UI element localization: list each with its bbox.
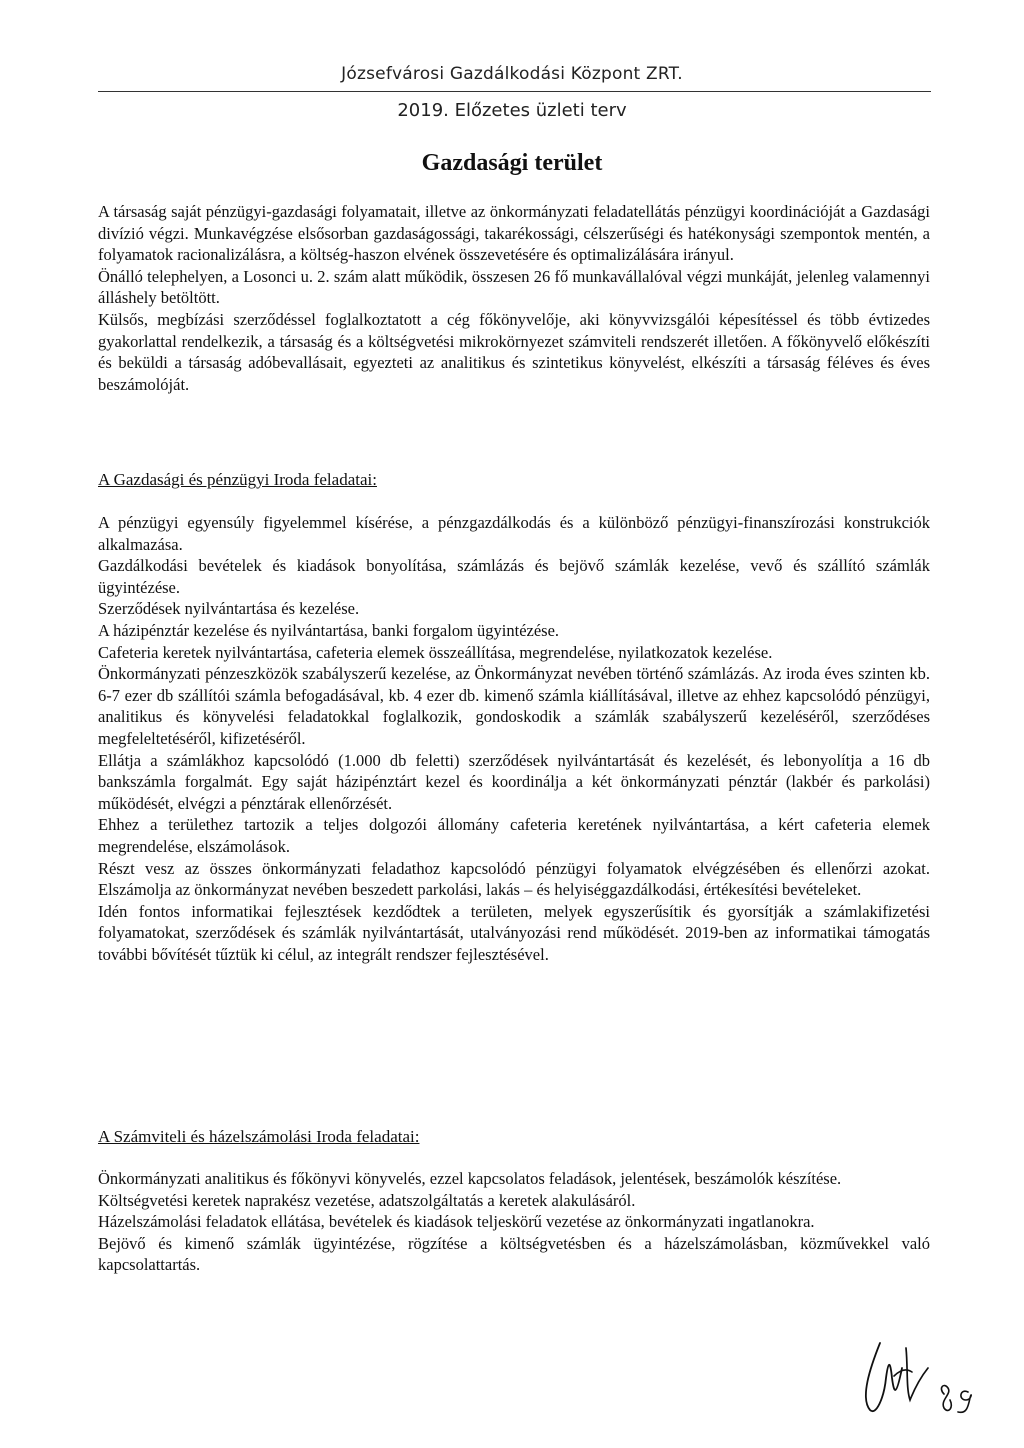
task-paragraph: A pénzügyi egyensúly figyelemmel kísérése, a pénzgazdálkodás és a különböző pénzügyi-finanszírozási konstrukciók alkalmazása.	[98, 513, 930, 554]
header-rule	[98, 91, 931, 92]
accounting-office-heading: A Számviteli és házelszámolási Iroda feladatai:	[98, 1127, 420, 1146]
handwritten-signature	[840, 1338, 1010, 1418]
task-paragraph: Ellátja a számlákhoz kapcsolódó (1.000 db feletti) szerződések nyilvántartását és kezelését, és lebonyolítja a 16 db bankszámla forgalmát. Egy saját házipénztárt kezel és koordinálja a két önkormányzati pénztár (lakbér és parkolási) működését, elvégzi a pénztárak ellenőrzését.	[98, 750, 930, 813]
task-paragraph: Önkormányzati analitikus és főkönyvi könyvelés, ezzel kapcsolatos feladások, jelentések, beszámolók készítése.	[98, 1169, 842, 1188]
finance-office-heading: A Gazdasági és pénzügyi Iroda feladatai:	[98, 470, 377, 489]
signature-drawing	[840, 1338, 1010, 1418]
task-paragraph: Szerződések nyilvántartása és kezelése.	[98, 599, 360, 619]
intro-paragraph: Külsős, megbízási szerződéssel foglalkoztatott a cég főkönyvelője, aki könyvvizsgálói képesítéssel és több évtizedes gyakorlattal rendelkezik, a társaság és a költségvetési mikrokörnyezet számviteli rendszerét illetően. A főkönyvelő előkészíti és beküldi a társaság adóbevallásait, egyezteti az analitikus és szintetikus könyvelést, elkészíti a társaság féléves és éves beszámolóját.	[98, 309, 930, 394]
task-paragraph: A házipénztár kezelése és nyilvántartása, banki forgalom ügyintézése.	[98, 620, 560, 640]
intro-paragraphs	[98, 201, 930, 395]
finance-office-tasks	[98, 512, 930, 965]
task-paragraph: Idén fontos informatikai fejlesztések kezdődtek a területen, melyek egyszerűsítik és gyorsítják a számlakifizetési folyamatokat, szerződések és számlák nyilvántartását, utalványozási rend működését. 2019-ben az informatikai támogatás további bővítését tűztük ki célul, az integrált rendszer fejlesztésével.	[98, 901, 930, 964]
accounting-office-tasks	[98, 1168, 930, 1276]
task-paragraph: Bejövő és kimenő számlák ügyintézése, rögzítése a költségvetésben és a házelszámolásban, közművekkel való kapcsolattartás.	[98, 1233, 930, 1275]
section-title: Gazdasági terület	[421, 150, 603, 176]
task-paragraph: Költségvetési keretek naprakész vezetése, adatszolgáltatás a keretek alakulásáról.	[98, 1190, 636, 1210]
document-subtitle: 2019. Előzetes üzleti terv	[397, 100, 627, 121]
task-paragraph: Gazdálkodási bevételek és kiadások bonyolítása, számlázás és bejövő számlák kezelése, vevő és szállító számlák ügyintézése.	[98, 556, 930, 597]
task-paragraph: Ehhez a területhez tartozik a teljes dolgozói állomány cafeteria keretének nyilvántartása, a kért cafeteria elemek megrendelése, elszámolások.	[98, 815, 930, 856]
task-paragraph: Cafeteria keretek nyilvántartása, cafeteria elemek összeállítása, megrendelése, nyilatkozatok kezelése.	[98, 642, 773, 662]
task-paragraph: Részt vesz az összes önkormányzati feladathoz kapcsolódó pénzügyi folyamatok elvégzésében és ellenőrzi azokat. Elszámolja az önkormányzat nevében beszedett parkolási, lakás – és helyiséggazdálkodási, értékesítési bevételeket.	[98, 858, 930, 900]
intro-paragraph: Önálló telephelyen, a Losonci u. 2. szám alatt működik, összesen 26 fő munkavállalóval végzi munkáját, jelenleg valamennyi álláshely betöltött.	[98, 266, 930, 308]
task-paragraph: Önkormányzati pénzeszközök szabályszerű kezelése, az Önkormányzat nevében történő számlázás. Az iroda éves szinten kb. 6-7 ezer db szállítói számla befogadásával, kb. 4 ezer db. kimenő számla kiállításával, illetve az ehhez kapcsolódó pénzügyi, analitikus és könyvelési feladatokkal foglalkozik, gondoskodik a számlák szabályszerű kezeléséről, szerződéses megfeleltetéséről, kifizetéséről.	[98, 664, 930, 748]
task-paragraph: Házelszámolási feladatok ellátása, bevételek és kiadások teljeskörű vezetése az önkormányzati ingatlanokra.	[98, 1212, 815, 1232]
organization-name: Józsefvárosi Gazdálkodási Központ ZRT.	[341, 64, 683, 84]
intro-paragraph: A társaság saját pénzügyi-gazdasági folyamatait, illetve az önkormányzati feladatellátás pénzügyi koordinációját a Gazdasági divízió végzi. Munkavégzése elsősorban gazdaságossági, takarékossági, célszerűségi és hatékonysági szempontok mentén, a folyamatok racionalizálásra, a költség-haszon elvének összevetésére és optimalizálására irányul.	[98, 202, 930, 265]
